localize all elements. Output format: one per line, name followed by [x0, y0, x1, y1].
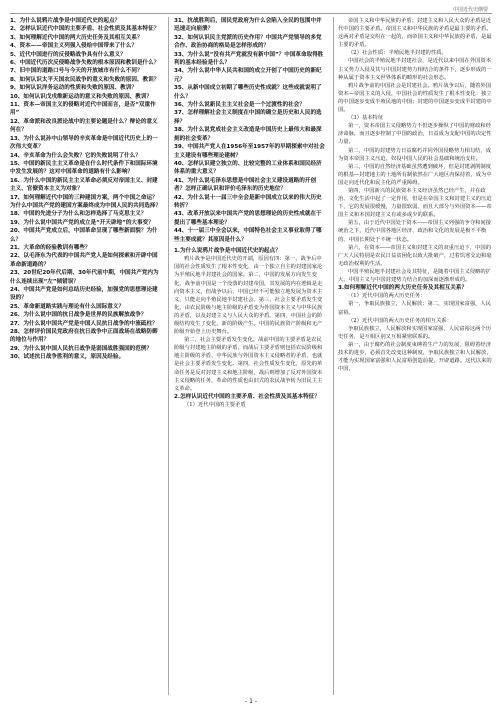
answer-paragraph: 鸦片战争前的中国社会是封建社会。鸦片战争以后，随着外国资本—帝国主义的入侵，中国社会的性质发生了根本性变化：独立的中国逐步变成半殖民地的中国；封建的中国逐步变成半封建的中国。 [338, 82, 492, 114]
answer-paragraph: 第六，在资本——帝国主义和封建主义的双重压迫下，中国的广大人民特别是农民日益贫困化以致大批破产，过着饥寒交迫和毫无政治权利的生活。 [338, 244, 492, 267]
question-item: 35、从新中国成立初期了哪些历史性成就？这些成就说明了什么？ [174, 85, 322, 100]
question-item: 33、为什么说“没有共产党就没有新中国”？中国革命取得胜利的基本经验是什么？ [174, 51, 324, 67]
header-rule [10, 13, 492, 14]
question-item: 8、如何认识太平天国农民战争的意义和失败的原因、教训？ [10, 76, 160, 83]
question-item: 20、中国共产党成立后，中国革命呈现了哪些新面貌？为什么？ [10, 228, 158, 243]
question-item: 9、如何认识洋务运动的性质和失败的原因、教训？ [10, 85, 137, 92]
question-item: 27、为什么说中国共产党是中国人民抗日战争的中流砥柱？ [10, 320, 158, 327]
question-item: 2、怎样认识近代中国的主要矛盾、社会性质及其基本特征？ [10, 26, 160, 33]
answer-paragraph: 第一，资本帝国主义侵略势力不但逐步操纵了中国的财政和经济命脉，而且逐步控制了中国的政治，日益成为支配中国的决定性力量。 [338, 123, 492, 146]
question-item: 26、为什么说中国的抗日战争是世界的民族解放战争？ [10, 312, 147, 319]
question-item: 5、近代中国进行的反侵略战争具有什么意义？ [10, 51, 126, 58]
question-item: 34、为什么说中华人民共和国的成立开创了中国历史的新纪元？ [174, 68, 322, 83]
question-item: 13、为什么说孙中山领导的辛亥革命是中国近代历史上的一次伟大变革？ [10, 135, 158, 151]
column-questions-2 [174, 17, 327, 697]
question-item: 38、为什么说党成社会主义改造是中国历史上最伟大和最深刻的社会变革？ [174, 127, 322, 142]
answer-paragraph: 中国半殖民地半封建社会及其特征，是随着中国主义侵略的扩大，中国主义与中国封建势力结合的加深而逐渐形成的。 [338, 268, 492, 283]
question-item: 6、中国近代历次反侵略战争失败的根本原因和教训是什么？ [10, 60, 160, 67]
question-item: 18、中国的先进分子为什么和怎样选择了马克思主义？ [10, 211, 147, 218]
question-item: 29、为什么说中国人民抗日战争是弱国战胜强国的范例？ [10, 345, 153, 352]
question-item: 28、怎样评价国民党政府在抗日战争中正面战场在战略防御的地位与作用？ [10, 329, 158, 344]
answer-paragraph: 第一，由于腐朽的社会制度束缚着生产力的发展，阻碍着经济技术的进步，必须首先改变这种制度，争取民族独立和人民解放，才能为实现国家富强和人民富裕创造前提，开辟道路。这代以来的中国， [338, 341, 492, 373]
answer-paragraph: 第四，中国新兴的民族资本主义经济虽然已经产生，并在政治、文化生活中起了一定作用，但是在帝国主义和封建主义的压迫下，它的发展很缓慢，力量很软弱，而且大部分与外国资本——帝国主义和本国封建主义有或多或少的联系。 [338, 187, 492, 219]
section-heading: 3.如何理解近代中国的两大历史任务及其相互关系？ [338, 285, 468, 292]
question-item: 19、为什么说中国共产党的成立是“开天辟地”的大事变？ [10, 219, 154, 226]
section-heading: 2.怎样认识近代中国的主要矛盾、社会性质及其基本特征？ [174, 393, 320, 400]
answer-paragraph: 第二，中国的封建势力日益腐朽并同外国侵略势力相勾结，成为资本帝国主义压迫、奴役中国人民的社会基础和统治支柱。 [338, 147, 492, 162]
answer-paragraph: 第二，社会主要矛盾发生变化。战前中国的主要矛盾是农民阶级与封建地主阶级的矛盾，而战后主要矛盾则包括农民阶级和地主阶级的矛盾、中华民族与外国资本主义侵略者的矛盾，也就是社会主要矛盾发生变化。第四，社会性质发生变化，原先的革命任务是反对封建主义和地主阶级，战后则增加了反对外国资本主义侵略的任务，革命的性质也由旧式的农民战争转为旧民主主义革命。 [174, 337, 323, 392]
question-item: 41、为什么说毛泽东思想是中国社会主义建设道路的开创者？怎样正确认识和评价毛泽东的历史地位？ [174, 177, 317, 193]
question-item: 17、如何理解近代中国的三种建国方案，两个中国之命运？为什么中国共产党的建国方案最终成为中国人民的共同选择？ [10, 194, 162, 209]
question-item: 40、怎样认识建立独立的、比较完整的工业体系和国民经济体系的重大意义？ [174, 160, 322, 176]
question-item: 36、为什么说新民主主义社会是一个过渡性的社会？ [174, 102, 305, 109]
question-item: 43、改革开放以来中国共产党的思想理论的历史性成就在于提出了哪些基本理论？ [174, 211, 322, 226]
answer-paragraph: 中国社会的半殖民地半封建社会，是近代以来中国在外国资本主义势力入侵及其与中国封建势力相结合的条件下，逐步形成的一种从属于资本主义世界体系的畸形的社会形态。 [338, 58, 492, 81]
answer-paragraph: （2）近代中国的两大历史任务的相互关系： [348, 317, 453, 324]
question-item: 23、20世纪20年代后期、30年代前中期，中国共产党内为什么连续出现“左”倾错误？ [10, 270, 159, 285]
answer-paragraph: （1）近代中国的主要矛盾 [184, 402, 246, 409]
question-item: 14、辛亥革命为什么会失败？它的失败说明了什么？ [10, 152, 141, 159]
answer-paragraph: （1）近代中国的两大历史任务： [348, 293, 426, 300]
question-item: 42、为什么说十一届三中全会是新中国成立以来的伟大历史转折？ [174, 194, 322, 209]
section-heading: 1.为什么说鸦片战争是中国近代史的起点？ [174, 247, 281, 254]
question-item: 39、中国共产党人在1956年至1957年的早期探索中对社会主义建设有哪些理论建树？ [174, 144, 325, 159]
column-divider [333, 17, 334, 695]
question-item: 16、为什么中国的新民主主义革命必须反对帝国主义、封建主义、官僚资本主义为对象？ [10, 177, 158, 193]
question-item: 24、中国共产党是如何总结历史经验，加强党的思想理论建设的？ [10, 287, 158, 302]
question-item: 44、十一届三中全会以来，中国特色社会主义事业取得了哪些主要成就？其原因是什么？ [174, 228, 322, 243]
column-divider [168, 17, 169, 695]
question-item: 11、资本—帝国主义的侵略对近代中国而言，是否“双重作用” [10, 102, 156, 117]
question-item: 37、怎样理解社会主义制度在中国的确立是历史和人民的选择？ [174, 110, 322, 125]
question-item: 21、大革命的经验教训有哪些？ [10, 244, 91, 251]
header-title: 中国近代史纲要 [452, 7, 488, 13]
page-number: - 1 - [245, 698, 257, 705]
question-item: 4、资本——帝国主义列强入侵给中国带来了什么？ [10, 43, 137, 50]
answer-paragraph: 鸦片战争是中国近代史的开端，原因有四：第一，战争后中国的社会性质发生了根本性变化，由一个独立自主的封建国家沦为半殖民地半封建社会的国家。第二，中国的发展方向发生变化，战争前中国是一个没落的封建帝国，其发展的内在逻辑是走向资本主义，但战争以后，中国已经不可能独立地发展为资本主义，只能走向半殖民地半封建社会。第三，社会主要矛盾发生变化，由农民阶级与地主阶级的矛盾变为外国资本主义与中华民族的矛盾，以及封建主义与人民大众的矛盾。第四，中国社会的阶级结构发生了变化，新的阶级产生。中国的民族资产阶级和无产阶级开始登上历史舞台。 [174, 256, 323, 336]
question-item: 30、试述抗日战争胜利的意义，原因及经验。 [10, 354, 125, 361]
question-item: 25、革命新道路实践与理论有什么国际意义？ [10, 303, 125, 310]
column-answers [338, 17, 492, 697]
question-item: 1、为什么说鸦片战争是中国近代史的起点？ [10, 18, 121, 24]
question-item: 10、如何认识戊戌维新运动的意义和失败的原因、教训？ [10, 93, 153, 100]
question-item: 31、抗战胜利后，国民党政府为什么会陷入全民的包围中并迅速走向崩溃？ [174, 18, 322, 33]
question-item: 15、中国的新民主主义革命是在什么时代条件下和国际环境中发生发展的？这对中国革命的道路有什么影响？ [10, 160, 158, 176]
answer-paragraph: （3）基本特征 [348, 115, 384, 122]
question-item: 7、旧中国的道路口号与今天的开放城市有什么不同？ [10, 68, 143, 75]
column-questions-1 [10, 17, 163, 697]
answer-paragraph: 第三，中国的自然经济基础虽然遭到破坏，但是封建剥削制度的根基—封建地主的土地所有制依然在广大地区内保持着，成为中国走向近代化和民主化的严重障碍。 [338, 163, 492, 186]
answer-paragraph: 第五，由于近代中国处于资本——帝国主义列强的争夺和间接统治之下，近代中国各地区经济、政治和文化的发展是极不平衡的，中国长期处于不统一状态。 [338, 220, 492, 243]
answer-paragraph: 争取民族独立，人民解放和实现国家富强，人民富裕这两个历史任务，是互相区别又互相紧密联系的。 [338, 325, 492, 340]
question-item: 22、以毛泽东为代表的中国共产党人是如何探索和开辟中国革命新道路的？ [10, 253, 158, 268]
answer-paragraph: 第一，争取民族独立，人民解放；第二，实现国家富强，人民富裕。 [338, 301, 492, 316]
question-item: 3、如何理解近代中国的两大历史任务及其相互关系？ [10, 34, 143, 41]
answer-paragraph: （2）社会性质：半殖民地半封建的性质。 [348, 50, 447, 57]
answer-paragraph: 帝国主义和中华民族的矛盾；封建主义和人民大众的矛盾是近代中国的主要矛盾。帝国主义和中华民族的矛盾是最主要的矛盾。这两对矛盾是交织在一起的，而帝国主义和中华民族的矛盾，是最主要的矛盾。 [338, 18, 492, 49]
question-item: 32、如何认识民主党派的历史作用？中国共产党领导的多党合作、政治协商的格局是怎样形成的？ [174, 34, 322, 50]
question-item: 12、革命派和改良派论战中的主要论题是什么？辩论的意义何在？ [10, 118, 158, 134]
